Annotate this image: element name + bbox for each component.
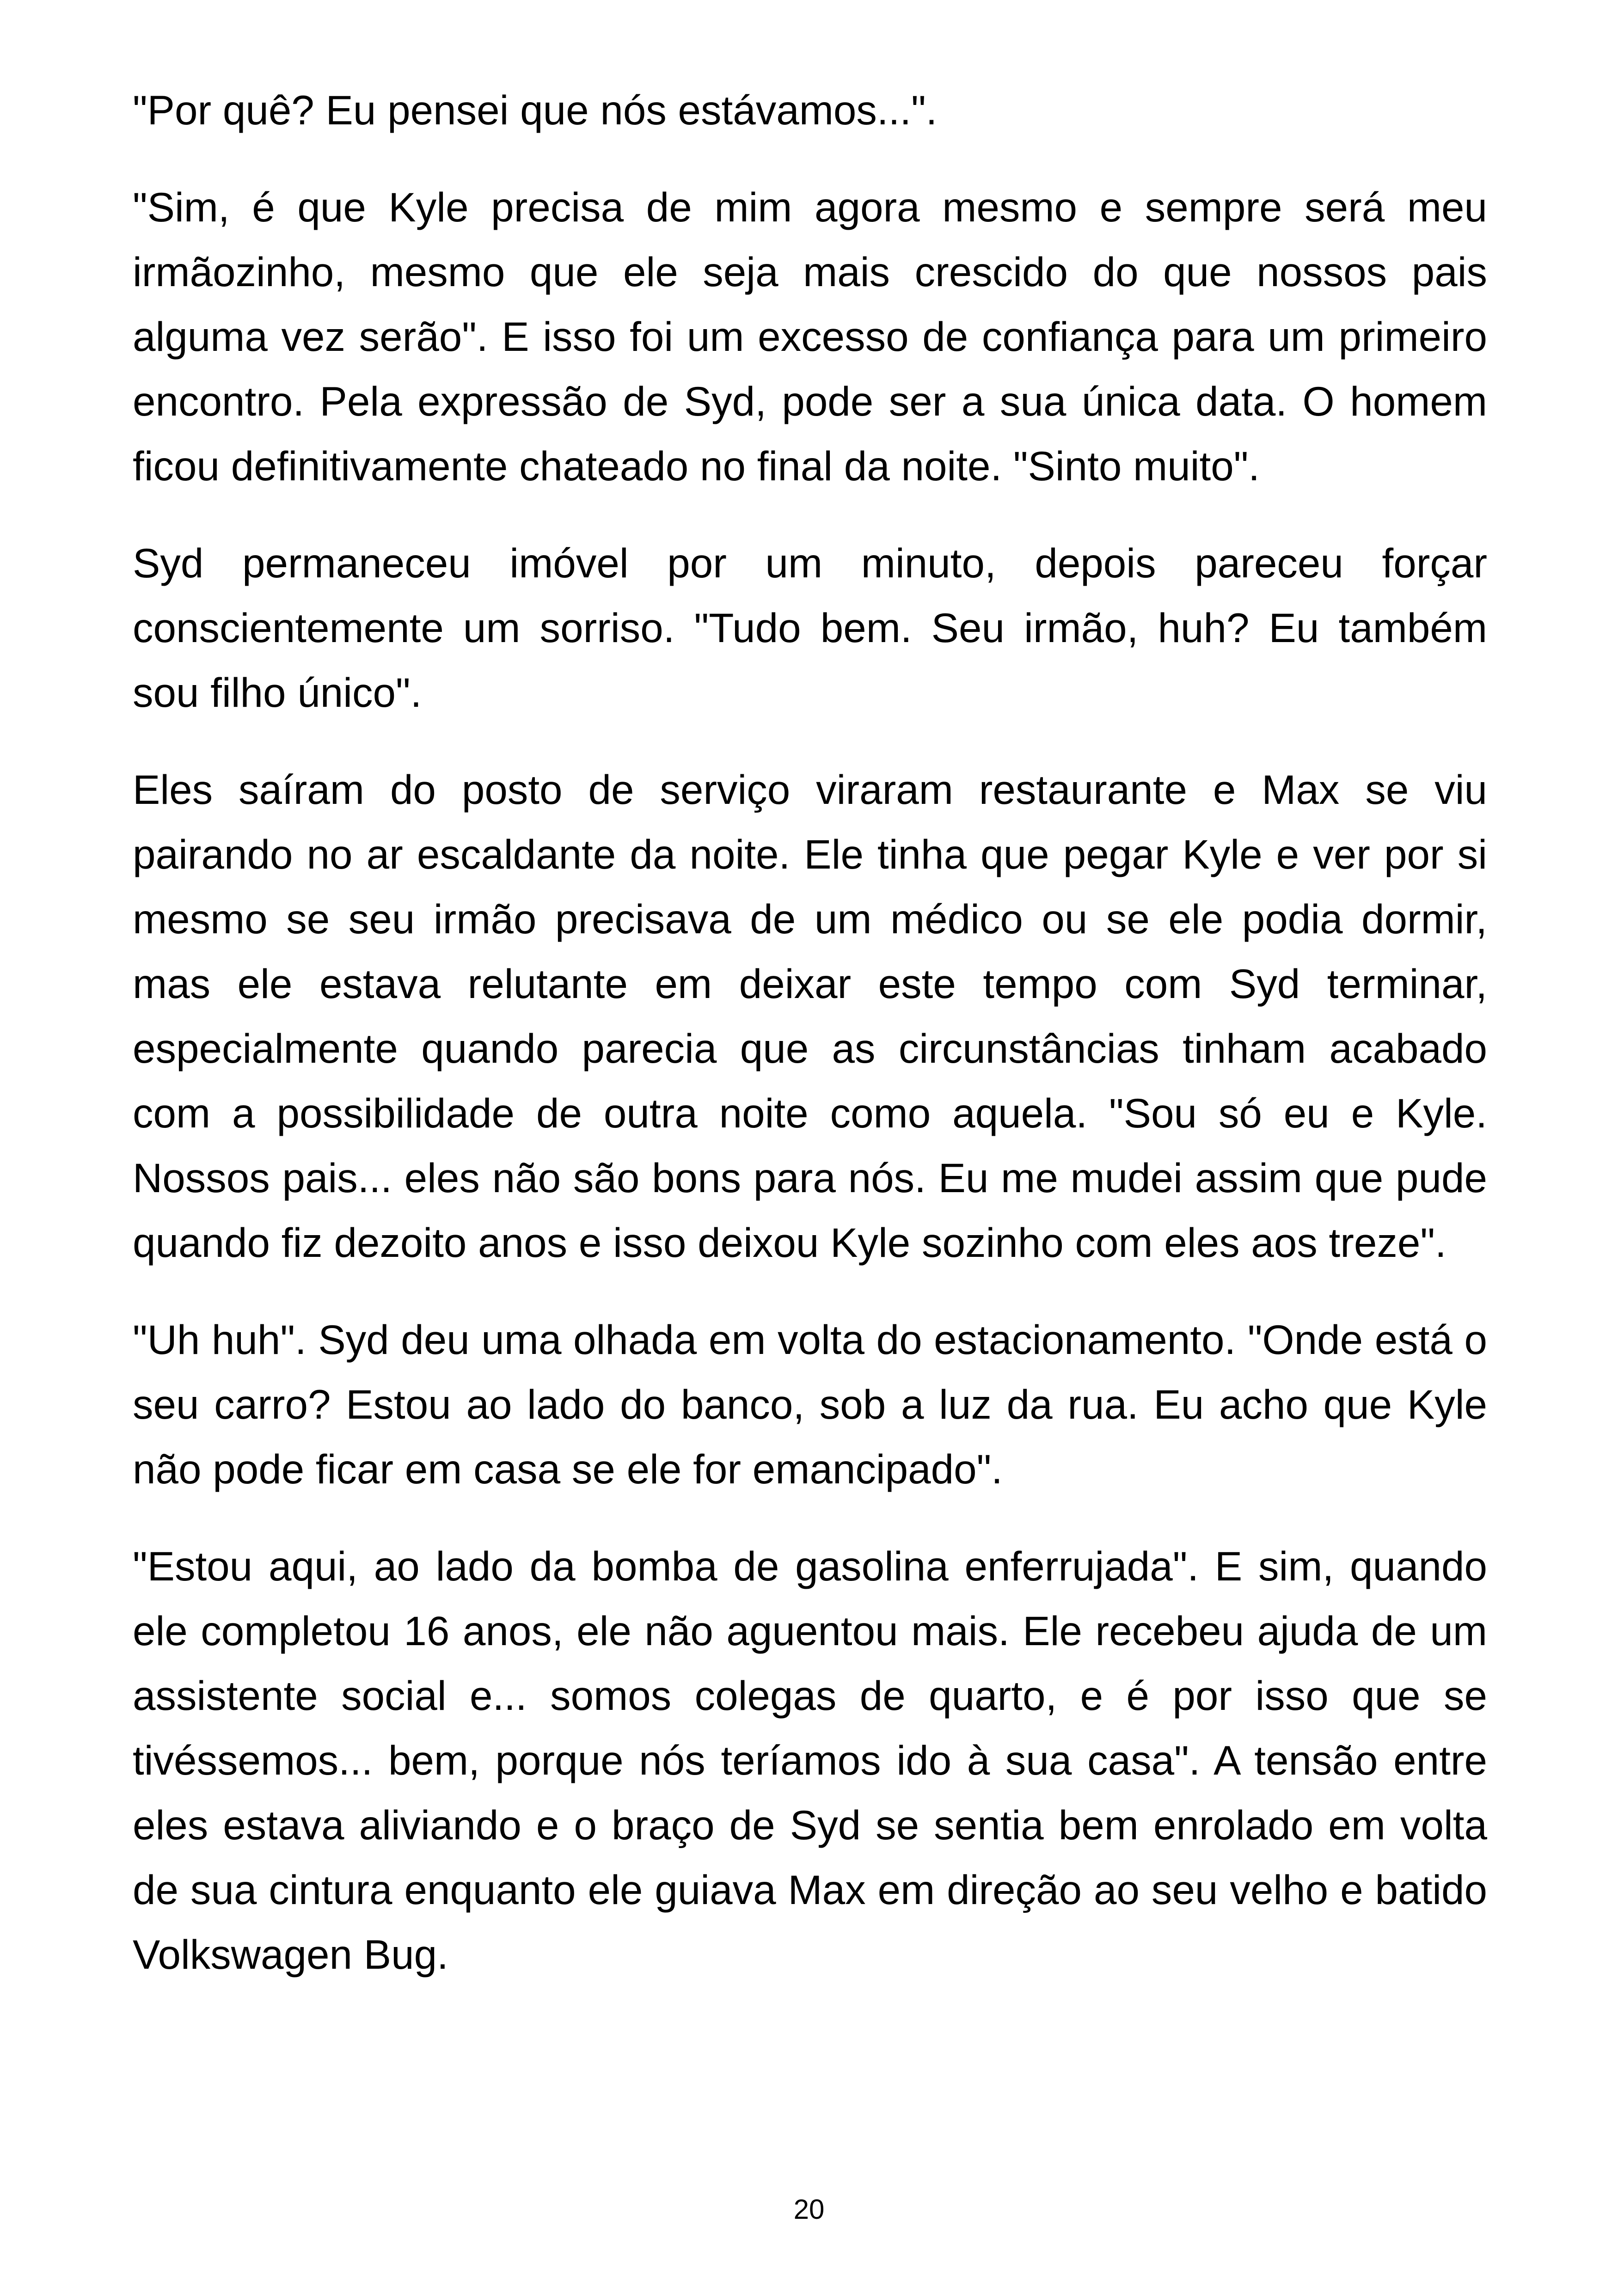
page-body bbox=[133, 78, 1487, 2019]
paragraph: Eles saíram do posto de serviço viraram restaurante e Max se viu pairando no ar escaldante da noite. Ele tinha que pegar Kyle e ver por si mesmo se seu irmão precisava de um médico ou se ele podia dormir, mas ele estava relutante em deixar este tempo com Syd terminar, especialmente quando parecia que as circunstâncias tinham acabado com a possibilidade de outra noite como aquela. "Sou só eu e Kyle. Nossos pais... eles não são bons para nós. Eu me mudei assim que pude quando fiz dezoito anos e isso deixou Kyle sozinho com eles aos treze". bbox=[133, 766, 1487, 1266]
paragraph: "Estou aqui, ao lado da bomba de gasolina enferrujada". E sim, quando ele completou 16 anos, ele não aguentou mais. Ele recebeu ajuda de um assistente social e... somos colegas de quarto, e é por isso que se tivéssemos... bem, porque nós teríamos ido à sua casa". A tensão entre eles estava aliviando e o braço de Syd se sentia bem enrolado em volta de sua cintura enquanto ele guiava Max em direção ao seu velho e batido Volkswagen Bug. bbox=[133, 1543, 1487, 1978]
paragraph: "Por quê? Eu pensei que nós estávamos...". bbox=[133, 87, 938, 133]
paragraph: "Uh huh". Syd deu uma olhada em volta do estacionamento. "Onde está o seu carro? Estou ao lado do banco, sob a luz da rua. Eu acho que Kyle não pode ficar em casa se ele for emancipado". bbox=[133, 1316, 1487, 1492]
paragraph: "Sim, é que Kyle precisa de mim agora mesmo e sempre será meu irmãozinho, mesmo que ele seja mais crescido do que nossos pais alguma vez serão". E isso foi um excesso de confiança para um primeiro encontro. Pela expressão de Syd, pode ser a sua única data. O homem ficou definitivamente chateado no final da noite. "Sinto muito". bbox=[133, 184, 1487, 489]
page-number: 20 bbox=[793, 2194, 825, 2225]
paragraph: Syd permaneceu imóvel por um minuto, depois pareceu forçar conscientemente um sorriso. "Tudo bem. Seu irmão, huh? Eu também sou filho único". bbox=[133, 540, 1487, 716]
